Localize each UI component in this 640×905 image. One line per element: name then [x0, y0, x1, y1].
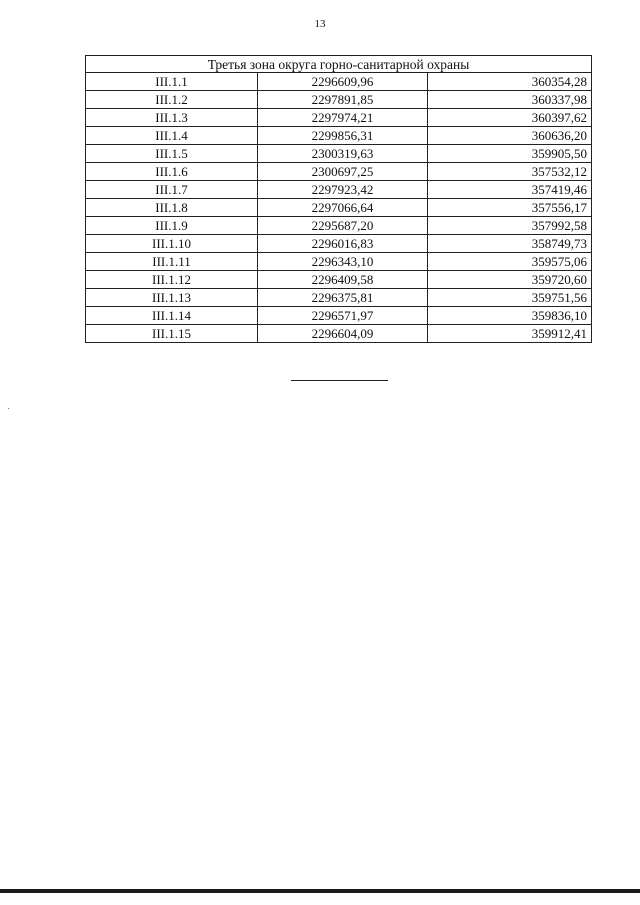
- point-id-cell: III.1.3: [86, 109, 258, 127]
- y-coordinate-cell: 359836,10: [428, 307, 592, 325]
- end-of-document-rule: [291, 380, 388, 381]
- y-coordinate-cell: 360397,62: [428, 109, 592, 127]
- x-coordinate-cell: 2300697,25: [258, 163, 428, 181]
- x-coordinate-cell: 2297974,21: [258, 109, 428, 127]
- page-number: 13: [314, 18, 326, 30]
- x-coordinate-cell: 2296016,83: [258, 235, 428, 253]
- scan-bottom-band: [0, 889, 640, 893]
- y-coordinate-cell: 359905,50: [428, 145, 592, 163]
- coordinates-table: [85, 55, 592, 343]
- y-coordinate-cell: 359912,41: [428, 325, 592, 343]
- table-row: [86, 289, 592, 307]
- y-coordinate-cell: 360354,28: [428, 73, 592, 91]
- table-row: [86, 307, 592, 325]
- point-id-cell: III.1.13: [86, 289, 258, 307]
- table-row: [86, 91, 592, 109]
- y-coordinate-cell: 357419,46: [428, 181, 592, 199]
- y-coordinate-cell: 357992,58: [428, 217, 592, 235]
- point-id-cell: III.1.9: [86, 217, 258, 235]
- table-row: [86, 235, 592, 253]
- y-coordinate-cell: 358749,73: [428, 235, 592, 253]
- table-row: [86, 325, 592, 343]
- table-row: [86, 217, 592, 235]
- x-coordinate-cell: 2296343,10: [258, 253, 428, 271]
- y-coordinate-cell: 360337,98: [428, 91, 592, 109]
- x-coordinate-cell: 2300319,63: [258, 145, 428, 163]
- y-coordinate-cell: 357532,12: [428, 163, 592, 181]
- point-id-cell: III.1.15: [86, 325, 258, 343]
- y-coordinate-cell: 359720,60: [428, 271, 592, 289]
- y-coordinate-cell: 360636,20: [428, 127, 592, 145]
- point-id-cell: III.1.4: [86, 127, 258, 145]
- point-id-cell: III.1.5: [86, 145, 258, 163]
- x-coordinate-cell: 2295687,20: [258, 217, 428, 235]
- scan-artifact: [8, 408, 9, 409]
- point-id-cell: III.1.1: [86, 73, 258, 91]
- y-coordinate-cell: 359575,06: [428, 253, 592, 271]
- point-id-cell: III.1.10: [86, 235, 258, 253]
- x-coordinate-cell: 2296609,96: [258, 73, 428, 91]
- table-row: [86, 271, 592, 289]
- table-row: [86, 253, 592, 271]
- point-id-cell: III.1.2: [86, 91, 258, 109]
- table-row: [86, 181, 592, 199]
- y-coordinate-cell: 359751,56: [428, 289, 592, 307]
- point-id-cell: III.1.8: [86, 199, 258, 217]
- point-id-cell: III.1.7: [86, 181, 258, 199]
- x-coordinate-cell: 2296375,81: [258, 289, 428, 307]
- x-coordinate-cell: 2297891,85: [258, 91, 428, 109]
- table-row: [86, 163, 592, 181]
- table-row: [86, 145, 592, 163]
- point-id-cell: III.1.6: [86, 163, 258, 181]
- table-row: [86, 199, 592, 217]
- table-body: [86, 73, 592, 343]
- table-row: [86, 109, 592, 127]
- x-coordinate-cell: 2297923,42: [258, 181, 428, 199]
- x-coordinate-cell: 2296571,97: [258, 307, 428, 325]
- point-id-cell: III.1.14: [86, 307, 258, 325]
- table-row: [86, 73, 592, 91]
- x-coordinate-cell: 2296604,09: [258, 325, 428, 343]
- x-coordinate-cell: 2297066,64: [258, 199, 428, 217]
- table-title-row: [86, 56, 592, 73]
- table-row: [86, 127, 592, 145]
- x-coordinate-cell: 2299856,31: [258, 127, 428, 145]
- x-coordinate-cell: 2296409,58: [258, 271, 428, 289]
- point-id-cell: III.1.11: [86, 253, 258, 271]
- y-coordinate-cell: 357556,17: [428, 199, 592, 217]
- point-id-cell: III.1.12: [86, 271, 258, 289]
- table-title: Третья зона округа горно-санитарной охраны: [86, 56, 592, 73]
